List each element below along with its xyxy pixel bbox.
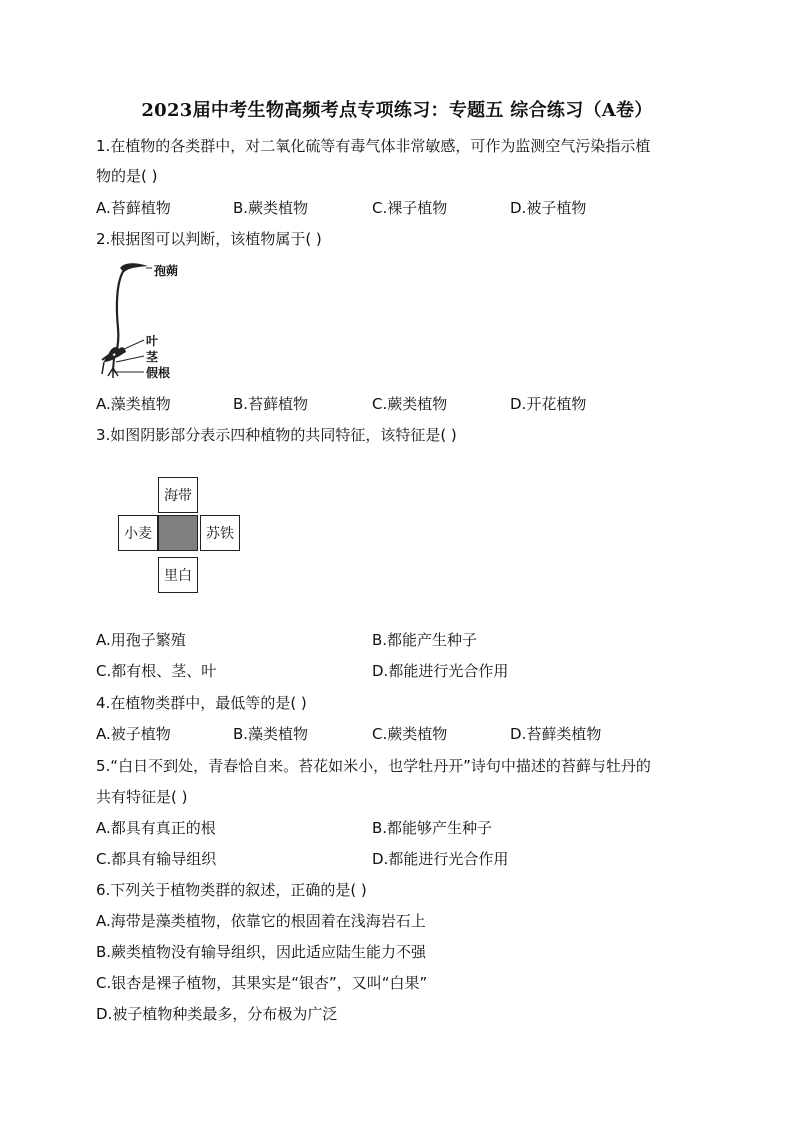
q1-stem-line-2: 物的是( ) <box>96 167 158 185</box>
cell-right-sutie: 苏铁 <box>200 515 240 551</box>
label-capsule: 孢蒴 <box>154 264 179 278</box>
q6-option-d: D.被子植物种类最多，分布极为广泛 <box>96 1005 338 1023</box>
q1-option-a: A.苔藓植物 <box>96 199 171 217</box>
q4-stem-line-1: 4.在植物类群中，最低等的是( ) <box>96 694 307 712</box>
q3-option-d: D.都能进行光合作用 <box>372 662 509 680</box>
q3-option-a: A.用孢子繁殖 <box>96 631 186 649</box>
q4-option-d: D.苔藓类植物 <box>510 725 602 743</box>
q3-stem-line-1: 3.如图阴影部分表示四种植物的共同特征，该特征是( ) <box>96 426 457 444</box>
q5-option-c: C.都具有输导组织 <box>96 850 217 868</box>
q2-stem-line-1: 2.根据图可以判断，该植物属于( ) <box>96 230 322 248</box>
label-leaf: 叶 <box>146 334 159 348</box>
label-rhizoid: 假根 <box>146 366 171 380</box>
q1-option-b: B.蕨类植物 <box>233 199 309 217</box>
q2-option-c: C.蕨类植物 <box>372 395 448 413</box>
q1-option-c: C.裸子植物 <box>372 199 448 217</box>
plant-cross-diagram <box>118 477 246 595</box>
label-stem: 茎 <box>146 350 159 364</box>
q4-option-c: C.蕨类植物 <box>372 725 448 743</box>
q4-option-a: A.被子植物 <box>96 725 171 743</box>
q3-option-c: C.都有根、茎、叶 <box>96 662 217 680</box>
cell-bottom-libai: 里白 <box>158 557 198 593</box>
moss-plant-figure <box>96 258 216 384</box>
q2-option-b: B.苔藓植物 <box>233 395 309 413</box>
q6-option-b: B.蕨类植物没有输导组织，因此适应陆生能力不强 <box>96 943 427 961</box>
q2-option-a: A.藻类植物 <box>96 395 171 413</box>
page-title: 2023届中考生物高频考点专项练习：专题五 综合练习（A卷） <box>141 100 653 121</box>
q5-option-a: A.都具有真正的根 <box>96 819 216 837</box>
cell-left-xiaomai: 小麦 <box>118 515 158 551</box>
q1-stem-line-1: 1.在植物的各类群中，对二氧化硫等有毒气体非常敏感，可作为监测空气污染指示植 <box>96 137 651 155</box>
q2-option-d: D.开花植物 <box>510 395 587 413</box>
cell-center-shaded <box>158 515 198 551</box>
q5-stem-line-1: 5.“白日不到处，青春恰自来。苔花如米小，也学牡丹开”诗句中描述的苔藓与牡丹的 <box>96 757 651 775</box>
q6-stem-line-1: 6.下列关于植物类群的叙述，正确的是( ) <box>96 881 367 899</box>
q5-option-d: D.都能进行光合作用 <box>372 850 509 868</box>
q3-option-b: B.都能产生种子 <box>372 631 478 649</box>
cell-top-haidai: 海带 <box>158 477 198 513</box>
q6-option-c: C.银杏是裸子植物，其果实是“银杏”，又叫“白果” <box>96 974 428 992</box>
q5-stem-line-2: 共有特征是( ) <box>96 788 188 806</box>
q6-option-a: A.海带是藻类植物，依靠它的根固着在浅海岩石上 <box>96 912 426 930</box>
q5-option-b: B.都能够产生种子 <box>372 819 493 837</box>
q1-option-d: D.被子植物 <box>510 199 587 217</box>
q4-option-b: B.藻类植物 <box>233 725 309 743</box>
